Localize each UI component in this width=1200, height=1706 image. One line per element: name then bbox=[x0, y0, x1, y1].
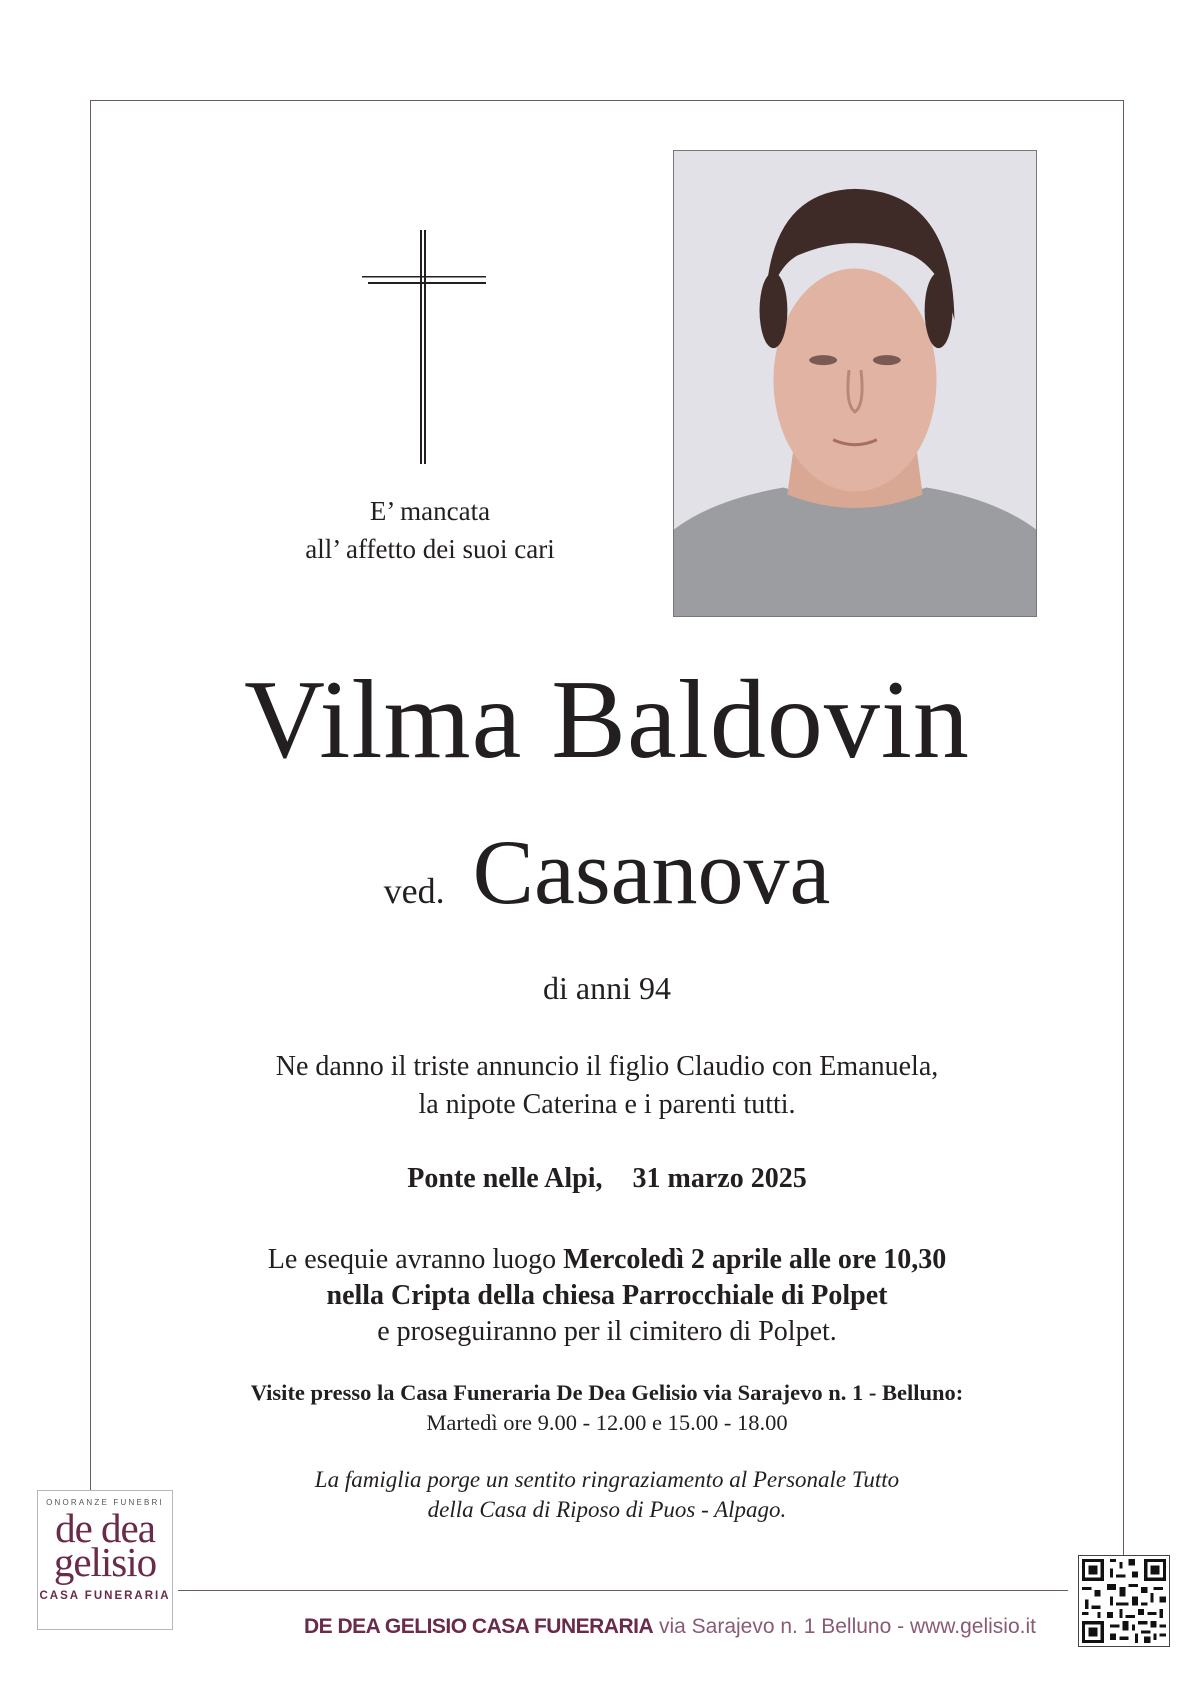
funeral-info bbox=[90, 1242, 1124, 1350]
logo-main-text bbox=[38, 1505, 172, 1585]
announcement-line-1: Ne danno il triste annuncio il figlio Claudio con Emanuela, bbox=[275, 1051, 939, 1082]
funeral-line-2 bbox=[90, 1278, 1124, 1314]
thanks-line-1: La famiglia porge un sentito ringraziamento al Personale Tutto bbox=[314, 1467, 900, 1492]
married-name-line bbox=[90, 822, 1124, 949]
funeral-location: nella Cripta della chiesa Parrocchiale di Polpet bbox=[326, 1280, 888, 1311]
logo-bottom-text: CASA FUNERARIA bbox=[39, 1590, 171, 1602]
footer-address: via Sarajevo n. 1 Belluno - www.gelisio.it bbox=[653, 1615, 1036, 1638]
logo-top-text: ONORANZE FUNEBRI bbox=[46, 1498, 164, 1507]
place: Ponte nelle Alpi, bbox=[407, 1163, 603, 1194]
visits-hours: Martedì ore 9.00 - 12.00 e 15.00 - 18.00 bbox=[426, 1410, 788, 1435]
thanks-note bbox=[90, 1465, 1124, 1525]
bottom-divider bbox=[178, 1590, 1068, 1591]
qr-code-icon bbox=[1078, 1555, 1170, 1647]
announcement bbox=[90, 1048, 1124, 1124]
date: 31 marzo 2025 bbox=[632, 1163, 807, 1194]
funeral-line-1 bbox=[90, 1242, 1124, 1278]
funeral-datetime: Mercoledì 2 aprile alle ore 10,30 bbox=[563, 1244, 947, 1275]
announcement-line-2: la nipote Caterina e i parenti tutti. bbox=[418, 1089, 796, 1120]
funeral-line-3: e proseguiranno per il cimitero di Polpet. bbox=[377, 1316, 837, 1347]
age-text: di anni 94 bbox=[543, 970, 671, 1006]
footer-brand: DE DEA GELISIO CASA FUNERARIA bbox=[304, 1615, 654, 1638]
logo-main-line-2: gelisio bbox=[53, 1539, 157, 1585]
intro-line-2: all’ affetto dei suoi cari bbox=[305, 534, 555, 564]
intro-line-1: E’ mancata bbox=[369, 496, 491, 526]
cross-icon bbox=[362, 230, 486, 464]
ved-label: ved. bbox=[383, 871, 445, 911]
place-date bbox=[90, 1160, 1124, 1198]
visits-heading: Visite presso la Casa Funeraria De Dea Gelisio via Sarajevo n. 1 - Belluno: bbox=[250, 1380, 964, 1405]
portrait-photo bbox=[673, 150, 1037, 617]
deceased-name: Vilma Baldovin bbox=[244, 658, 970, 782]
footer bbox=[304, 1612, 1036, 1642]
visits-info bbox=[90, 1378, 1124, 1438]
funeral-line-1-plain: Le esequie avranno luogo bbox=[267, 1244, 564, 1275]
intro-text bbox=[230, 492, 630, 568]
logo-main-line-1: de dea bbox=[55, 1505, 155, 1551]
married-name: Casanova bbox=[472, 821, 831, 923]
funeral-home-logo bbox=[37, 1490, 173, 1630]
thanks-line-2: della Casa di Riposo di Puos - Alpago. bbox=[427, 1497, 787, 1522]
